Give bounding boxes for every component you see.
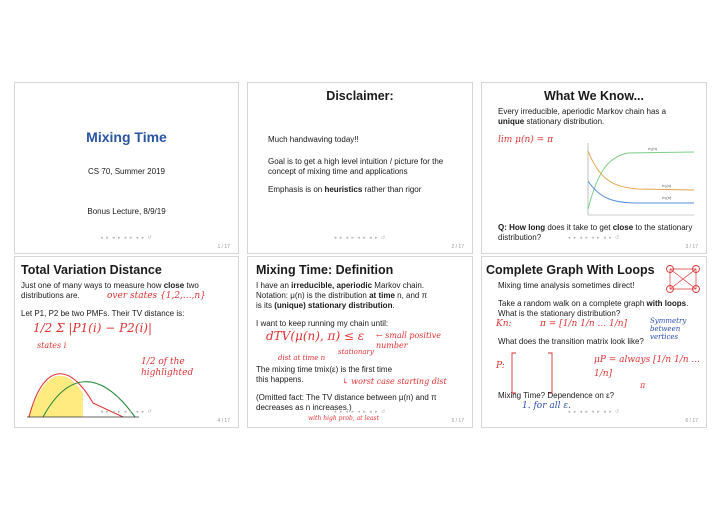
complete-hw-answer: 1. for all ε. xyxy=(522,401,572,411)
page-number: 3 / 17 xyxy=(685,244,698,250)
tvd-hw-states: states i xyxy=(37,341,67,350)
legend-upper: π₁(n) xyxy=(648,146,657,151)
mixing-hw-inequality: dTV(μ(n), π) ≤ ε xyxy=(266,329,365,343)
mixing-line-4: I want to keep running my chain until: xyxy=(256,319,389,328)
complete-hw-pi2: π xyxy=(640,381,646,390)
complete-line-2: Take a random walk on a complete graph with loops. What is the stationary distribution? xyxy=(498,299,689,318)
slide-complete-graph xyxy=(481,256,707,428)
overlap-highlight xyxy=(29,376,83,417)
matrix-bracket-left xyxy=(512,353,516,393)
disclaimer-heading: Disclaimer: xyxy=(326,89,394,103)
slide-mixing-time xyxy=(247,256,473,428)
page-number: 4 / 17 xyxy=(217,418,230,424)
page-number: 6 / 17 xyxy=(685,418,698,424)
mixing-hw-weak: with high prob, at least xyxy=(308,415,380,422)
series-middle xyxy=(588,151,694,190)
slide-disclaimer xyxy=(247,82,473,254)
complete-line-4: Mixing Time? Dependence on ε? xyxy=(498,391,615,400)
matrix-bracket-right xyxy=(548,353,552,393)
mixing-hw-small: ← small positive number xyxy=(376,331,441,350)
nav-icons[interactable]: ◂ ▸ ◂ ▸ ◂ ▸ ◂ ▸ ↺ xyxy=(100,409,153,415)
mixing-line-1: I have an irreducible, aperiodic Markov chain. xyxy=(256,281,425,290)
tvd-hw-formula: 1/2 Σ |P1(i) − P2(i)| xyxy=(33,321,153,335)
tvd-line-2: Let P1, P2 be two PMFs. Their TV distance is: xyxy=(21,309,185,318)
lecture-date: Bonus Lecture, 8/9/19 xyxy=(87,207,166,216)
transition-matrix-sketch xyxy=(510,349,554,397)
wwk-question: Q: How long does it take to get close to the stationary distribution? xyxy=(498,223,693,242)
tvd-hw-over-states: over states {1,2,...,n} xyxy=(107,291,206,301)
complete-heading: Complete Graph With Loops xyxy=(486,263,655,277)
wwk-heading: What We Know... xyxy=(544,89,644,103)
mixing-hw-worst: ↳ worst case starting dist xyxy=(342,377,447,386)
complete-line-1: Mixing time analysis sometimes direct! xyxy=(498,281,635,290)
wwk-intro: Every irreducible, aperiodic Markov chain has a unique stationary distribution. xyxy=(498,107,667,126)
legend-bottom: π₃(n) xyxy=(662,195,672,200)
disclaimer-line-3: Emphasis is on heuristics rather than rigor xyxy=(268,185,422,194)
complete-graph-sketch xyxy=(662,259,704,297)
complete-line-3: What does the transition matrix look like? xyxy=(498,337,644,346)
mixing-line-5: The mixing time tmix(ε) is the first time this happens. xyxy=(256,365,393,384)
complete-hw-pi: π = [1/n 1/n ... 1/n] xyxy=(540,319,628,329)
wwk-limit-handwriting: lim μ(n) = π xyxy=(498,135,553,145)
page-number: 1 / 17 xyxy=(217,244,230,250)
mixing-heading: Mixing Time: Definition xyxy=(256,263,394,277)
convergence-chart xyxy=(578,141,696,221)
nav-icons[interactable]: ◂ ▸ ◂ ▸ ◂ ▸ ◂ ▸ ↺ xyxy=(567,409,621,415)
page-number: 2 / 17 xyxy=(451,244,464,250)
series-lower xyxy=(588,181,694,203)
mixing-hw-dist: dist at time n xyxy=(278,354,326,362)
slide-what-we-know xyxy=(481,82,707,254)
complete-hw-p: P: xyxy=(496,361,505,371)
complete-hw-kn: Kn: xyxy=(496,319,512,329)
slide-tvd xyxy=(14,256,239,428)
nav-icons[interactable]: ◂ ▸ ◂ ▸ ◂ ▸ ◂ ▸ ↺ xyxy=(333,409,387,415)
page-number: 5 / 17 xyxy=(451,418,464,424)
nav-icons[interactable]: ◂ ▸ ◂ ▸ ◂ ▸ ◂ ▸ ↺ xyxy=(100,235,153,241)
legend-lower: π₂(n) xyxy=(662,183,672,188)
slide-title xyxy=(14,82,239,254)
complete-hw-symmetry: Symmetry between vertices xyxy=(650,317,687,341)
nav-icons[interactable]: ◂ ▸ ◂ ▸ ◂ ▸ ◂ ▸ ↺ xyxy=(333,235,387,241)
title-heading: Mixing Time xyxy=(86,129,167,145)
mixing-line-2: Notation: μ(n) is the distribution at time n, and π xyxy=(256,291,428,300)
tvd-heading: Total Variation Distance xyxy=(21,263,162,277)
course-name: CS 70, Summer 2019 xyxy=(88,167,165,176)
mixing-hw-stationary: stationary xyxy=(338,348,374,356)
tvd-line-1: Just one of many ways to measure how close two distributions are. xyxy=(21,281,199,300)
mixing-line-3: is its (unique) stationary distribution. xyxy=(256,301,395,310)
mixing-line-6: (Omitted fact: The TV distance between μ(n) and π decreases as n increases.) xyxy=(256,393,437,412)
disclaimer-line-2: Goal is to get a high level intuition / picture for the concept of mixing time and applications xyxy=(268,157,444,176)
disclaimer-line-1: Much handwaving today!! xyxy=(268,135,359,144)
complete-hw-mu: μP = always [1/n 1/n ... 1/n] xyxy=(594,355,700,379)
series-upper xyxy=(588,152,694,209)
tvd-hw-highlighted: 1/2 of the highlighted xyxy=(141,357,194,378)
nav-icons[interactable]: ◂ ▸ ◂ ▸ ◂ ▸ ◂ ▸ ↺ xyxy=(567,235,621,241)
